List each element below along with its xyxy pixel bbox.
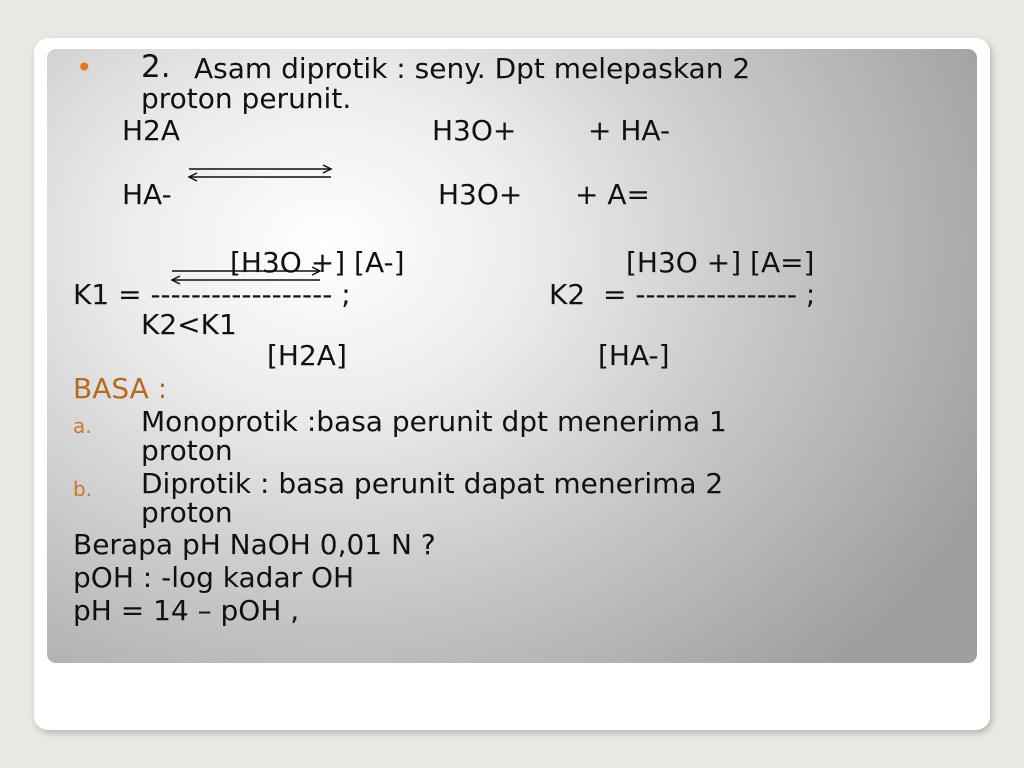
bullet-number: 2. bbox=[141, 49, 171, 85]
list-marker: b. bbox=[73, 477, 93, 501]
bullet-dot-icon: • bbox=[76, 51, 93, 84]
k1-expression: K1 = ------------------ ; bbox=[73, 278, 351, 311]
reaction2-reactant: HA- bbox=[122, 178, 172, 211]
k2-denominator: [HA-] bbox=[598, 339, 670, 372]
list-item-line: Diprotik : basa perunit dapat menerima 2 bbox=[141, 467, 724, 500]
poh-formula: pOH : -log kadar OH bbox=[73, 561, 355, 594]
k2-expression: K2 = ---------------- ; bbox=[549, 278, 816, 311]
reaction1-product1: H3O+ bbox=[432, 114, 517, 147]
question-line: Berapa pH NaOH 0,01 N ? bbox=[73, 528, 436, 561]
reaction1-reactant: H2A bbox=[122, 114, 181, 147]
list-item-line: Monoprotik :basa perunit dpt menerima 1 bbox=[141, 405, 727, 438]
k2-numerator: [H3O +] [A=] bbox=[626, 246, 815, 279]
reaction2-product1: H3O+ bbox=[438, 178, 523, 211]
k-relation: K2<K1 bbox=[141, 308, 237, 341]
list-item-line: proton bbox=[141, 496, 233, 529]
ph-formula: pH = 14 – pOH , bbox=[73, 594, 300, 627]
basa-heading: BASA : bbox=[73, 372, 168, 405]
k1-numerator: [H3O +] [A-] bbox=[230, 246, 405, 279]
bullet-continuation: proton perunit. bbox=[141, 82, 352, 115]
k1-denominator: [H2A] bbox=[267, 339, 347, 372]
reaction1-product2: + HA- bbox=[588, 114, 671, 147]
equilibrium-arrow-icon bbox=[185, 163, 337, 183]
bullet-heading: Asam diprotik : seny. Dpt melepaskan 2 bbox=[194, 52, 751, 85]
reaction2-product2: + A= bbox=[575, 178, 650, 211]
list-item-line: proton bbox=[141, 434, 233, 467]
list-marker: a. bbox=[73, 414, 92, 438]
